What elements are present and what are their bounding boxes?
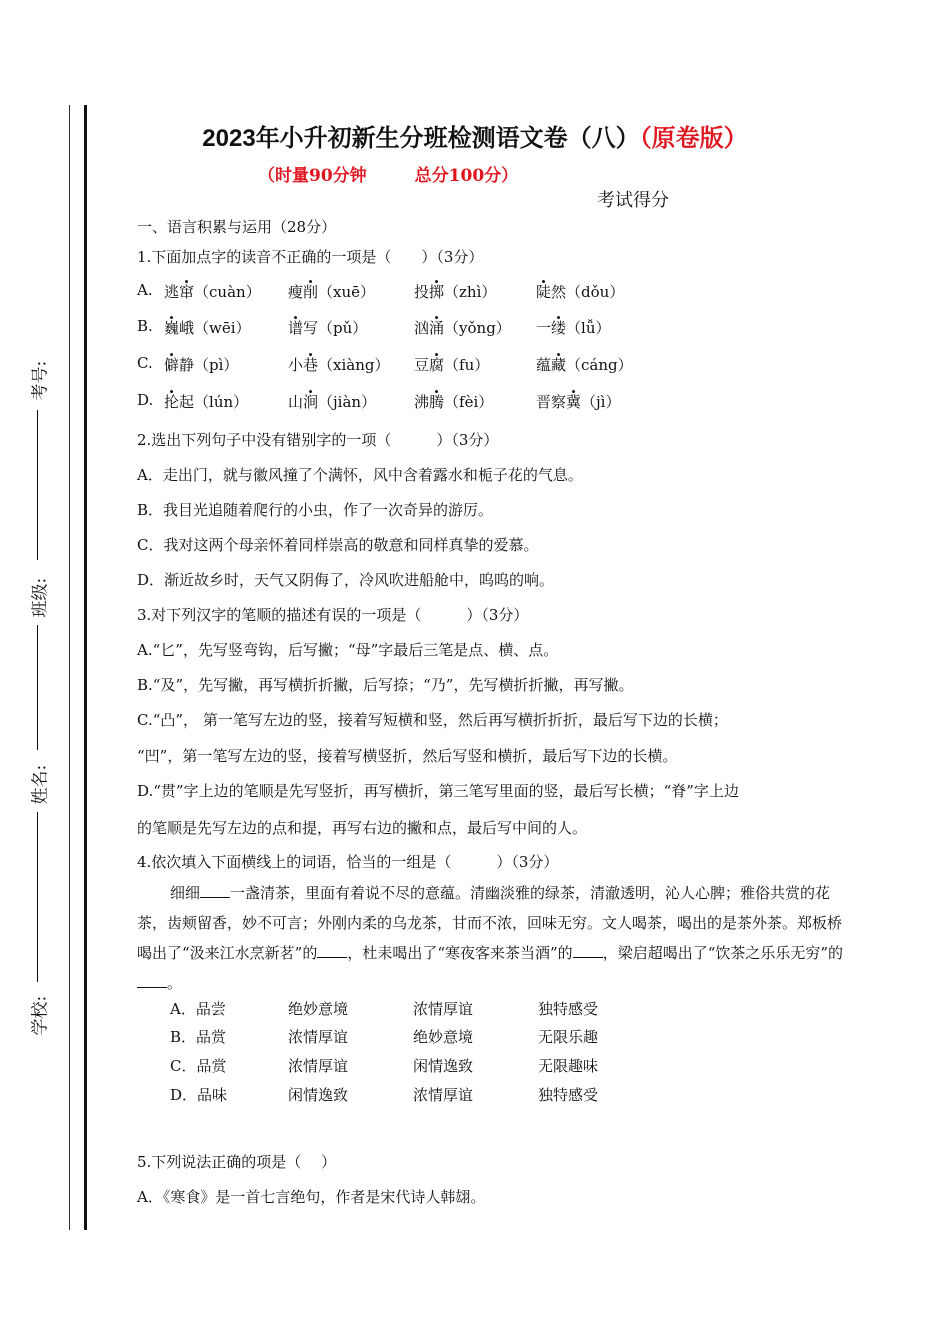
fill-blank[interactable] bbox=[317, 945, 347, 958]
class-label: 班级: bbox=[30, 577, 51, 618]
pinyin-item: 谱写（pǔ） bbox=[288, 319, 368, 337]
option-word: 浓情厚谊 bbox=[288, 1028, 349, 1046]
dotted-char: 削 bbox=[303, 283, 319, 301]
option-word: 浓情厚谊 bbox=[413, 1000, 474, 1018]
name-label: 姓名: bbox=[30, 764, 51, 805]
question-3-line: D.“贯”字上边的笔顺是先写竖折，再写横折，第三笔写里面的竖，最后写长横；“脊”字上边 bbox=[137, 782, 739, 800]
option-label: A. bbox=[137, 281, 153, 299]
fill-blank[interactable] bbox=[200, 885, 230, 898]
question-5-option-a: A．《寒食》是一首七言绝句，作者是宋代诗人韩翃。 bbox=[137, 1188, 486, 1206]
dotted-char: 陡 bbox=[536, 283, 552, 301]
option-label: B. bbox=[137, 317, 153, 335]
question-2-stem: 2.选出下列句子中没有错别字的一项（ ）（3分） bbox=[137, 431, 499, 449]
option-word: 闲情逸致 bbox=[288, 1086, 349, 1104]
dotted-char: 冀 bbox=[566, 393, 582, 411]
dotted-char: 掷 bbox=[429, 283, 445, 301]
option-label: A．品尝 bbox=[170, 1000, 226, 1018]
dotted-char: 谱 bbox=[288, 319, 304, 337]
pinyin-item: 小巷（xiàng） bbox=[288, 356, 390, 374]
pinyin-item: 豆腐（fu） bbox=[414, 356, 490, 374]
pinyin-item: 汹涌（yǒng） bbox=[414, 319, 511, 337]
dotted-char: 腐 bbox=[429, 356, 445, 374]
pinyin-item: 陡然（dǒu） bbox=[536, 283, 625, 301]
exam-number-line bbox=[37, 410, 38, 560]
section-heading: 一、语言积累与运用（28分） bbox=[137, 218, 337, 236]
dotted-char: 涧 bbox=[303, 393, 319, 411]
dotted-char: 巷 bbox=[303, 356, 319, 374]
pinyin-item: 巍峨（wēi） bbox=[164, 319, 251, 337]
option-label: D．品味 bbox=[170, 1086, 228, 1104]
question-3-line: A.“匕”，先写竖弯钩，后写撇；“母”字最后三笔是点、横、点。 bbox=[137, 641, 559, 659]
pinyin-item: 逃窜（cuàn） bbox=[164, 283, 261, 301]
question-2-option: D．渐近故乡时，天气又阴侮了，冷风吹进船舱中，呜呜的响。 bbox=[137, 571, 555, 589]
name-line bbox=[37, 812, 38, 982]
dotted-char: 涌 bbox=[429, 319, 445, 337]
pinyin-item: 蕴藏（cáng） bbox=[536, 356, 633, 374]
question-2-option: A．走出门，就与徽风撞了个满怀，风中含着露水和栀子花的气息。 bbox=[137, 466, 583, 484]
margin-line-thick bbox=[84, 105, 87, 1230]
question-2-option: C．我对这两个母亲怀着同样崇高的敬意和同样真挚的爱慕。 bbox=[137, 536, 539, 554]
fill-blank[interactable] bbox=[137, 975, 167, 988]
margin-line-thin bbox=[69, 105, 70, 1230]
option-label: C. bbox=[137, 354, 153, 372]
question-1-stem: 1.下面加点字的读音不正确的一项是（ ）（3分） bbox=[137, 248, 484, 266]
option-word: 浓情厚谊 bbox=[288, 1057, 349, 1075]
option-word: 绝妙意境 bbox=[288, 1000, 349, 1018]
option-label: C．品赏 bbox=[170, 1057, 227, 1075]
question-2-option: B．我目光追随着爬行的小虫，作了一次奇异的游厉。 bbox=[137, 501, 494, 519]
pinyin-item: 沸腾（fèi） bbox=[414, 393, 494, 411]
class-line bbox=[37, 625, 38, 750]
question-4-passage: 细细 一盏清茶，里面有着说不尽的意蕴。清幽淡雅的绿茶，清澈透明，沁人心脾；雅俗共赏的花茶，齿颊留香，妙不可言；外刚内柔的乌龙茶，甘而不浓，回味无穷。文人喝茶，喝出的是茶外茶。郑板桥喝出了“汲来江水烹新茗”的 ，杜耒喝出了“寒夜客来茶当酒”的 ，梁启超喝出了“饮茶之乐乐无穷”的。 bbox=[137, 884, 844, 992]
question-5-stem: 5.下列说法正确的项是（ ） bbox=[137, 1153, 337, 1171]
option-label: B．品赏 bbox=[170, 1028, 227, 1046]
question-3-line: B.“及”，先写撇，再写横折折撇，后写捺；“乃”，先写横折折撇，再写撇。 bbox=[137, 676, 634, 694]
pinyin-item: 一缕（lǚ） bbox=[536, 319, 611, 337]
option-word: 独特感受 bbox=[538, 1086, 599, 1104]
dotted-char: 巍 bbox=[164, 319, 180, 337]
option-word: 浓情厚谊 bbox=[413, 1086, 474, 1104]
option-word: 闲情逸致 bbox=[413, 1057, 474, 1075]
dotted-char: 窜 bbox=[179, 283, 195, 301]
dotted-char: 藏 bbox=[551, 356, 567, 374]
question-3-line: C.“凸”， 第一笔写左边的竖，接着写短横和竖，然后再写横折折折，最后写下边的长横； bbox=[137, 711, 728, 729]
pinyin-item: 投掷（zhì） bbox=[414, 283, 497, 301]
option-word: 独特感受 bbox=[538, 1000, 599, 1018]
exam-subtitle: （时量90分钟 总分100分） bbox=[258, 166, 519, 186]
dotted-char: 抡 bbox=[164, 393, 180, 411]
fill-blank[interactable] bbox=[573, 945, 603, 958]
score-label: 考试得分 bbox=[597, 190, 669, 211]
exam-number-label: 考号: bbox=[30, 360, 51, 401]
school-label: 学校: bbox=[30, 995, 51, 1036]
pinyin-item: 抡起（lún） bbox=[164, 393, 249, 411]
pinyin-item: 僻静（pì） bbox=[164, 356, 239, 374]
dotted-char: 僻 bbox=[164, 356, 180, 374]
pinyin-item: 瘦削（xuē） bbox=[288, 283, 376, 301]
page-title: 2023年小升初新生分班检测语文卷（八）（原卷版） bbox=[202, 125, 748, 152]
option-word: 无限乐趣 bbox=[538, 1028, 599, 1046]
pinyin-item: 晋察冀（jì） bbox=[536, 393, 621, 411]
option-word: 绝妙意境 bbox=[413, 1028, 474, 1046]
option-word: 无限趣味 bbox=[538, 1057, 599, 1075]
question-3-line: 的笔顺是先写左边的点和提，再写右边的撇和点，最后写中间的人。 bbox=[137, 819, 588, 837]
dotted-char: 缕 bbox=[551, 319, 567, 337]
pinyin-item: 山涧（jiàn） bbox=[288, 393, 377, 411]
dotted-char: 腾 bbox=[429, 393, 445, 411]
question-4-stem: 4.依次填入下面横线上的词语，恰当的一组是（ ）（3分） bbox=[137, 853, 559, 871]
option-label: D. bbox=[137, 391, 154, 409]
question-3-line: “凹”，第一笔写左边的竖，接着写横竖折，然后写竖和横折，最后写下边的长横。 bbox=[137, 747, 678, 765]
question-3-stem: 3.对下列汉字的笔顺的描述有误的一项是（ ）（3分） bbox=[137, 606, 529, 624]
